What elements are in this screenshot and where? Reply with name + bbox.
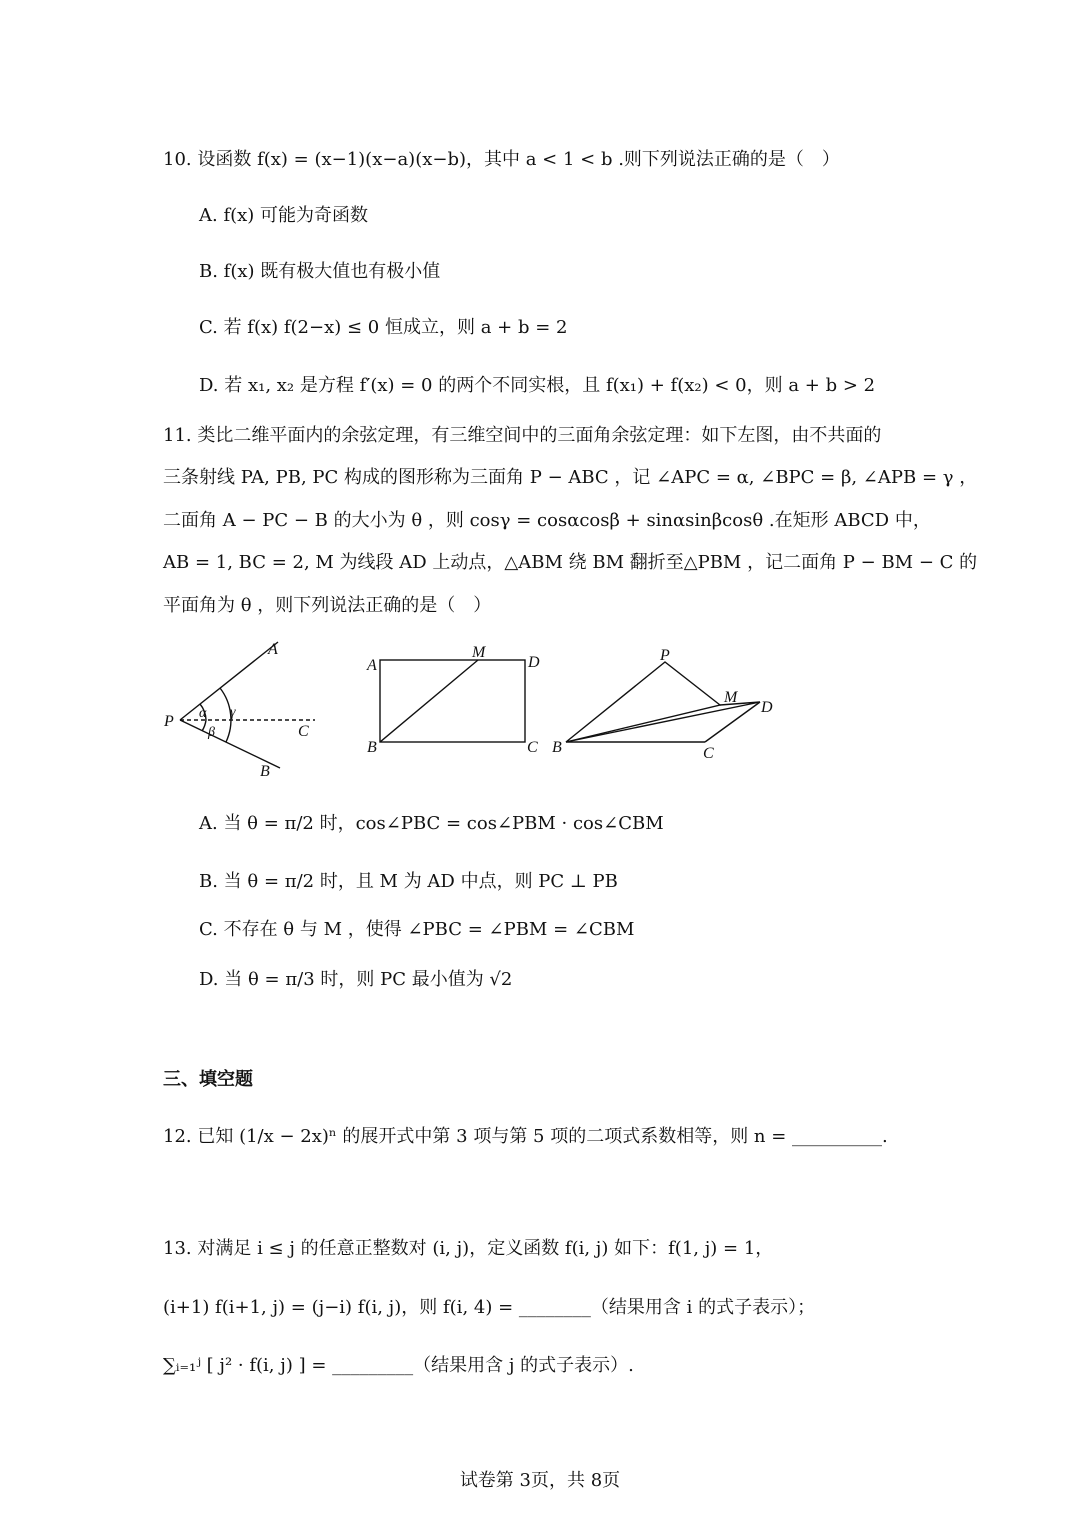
q13-line-2: (i+1) f(i+1, j) = (j−i) f(i, j)，则 f(i, 4) = ________（结果用含 i 的式子表示）； [163, 1297, 816, 1318]
fig2-label-m: M [472, 644, 486, 661]
q11-figures [150, 630, 800, 790]
q13-line-3: ∑ᵢ₌₁ʲ [ j² · f(i, j) ] = _________（结果用含 j 的式子表示）. [163, 1355, 634, 1376]
q11-option-a: A. 当 θ = π/2 时，cos∠PBC = cos∠PBM · cos∠CBM [199, 813, 664, 834]
q11-stem-line-5: 平面角为 θ ，则下列说法正确的是（ ） [163, 595, 492, 616]
page-footer: 试卷第 3页，共 8页 [459, 1470, 621, 1491]
trihedral-angle-figure [180, 642, 315, 768]
q11-stem-line-3: 二面角 A − PC − B 的大小为 θ ，则 cosγ = cosαcosβ + sinαsinβcosθ .在矩形 ABCD 中， [163, 510, 931, 531]
q10-option-a: A. f(x) 可能为奇函数 [199, 205, 369, 226]
fig1-label-alpha: α [199, 706, 207, 721]
q11-stem-line-1: 11. 类比二维平面内的余弦定理，有三维空间中的三面角余弦定理：如下左图，由不共面的 [163, 425, 882, 446]
fig1-label-beta: β [208, 725, 215, 740]
fig1-label-a: A [268, 641, 278, 658]
q11-option-d: D. 当 θ = π/3 时，则 PC 最小值为 √2 [199, 969, 513, 990]
q10-option-c: C. 若 f(x) f(2−x) ≤ 0 恒成立，则 a + b = 2 [199, 317, 568, 338]
fig1-label-p: P [164, 713, 174, 730]
fig1-label-b: B [260, 763, 270, 780]
fig2-label-d: D [528, 654, 540, 671]
rectangle-abcd-figure [380, 660, 525, 742]
rectangle-abcd [380, 660, 525, 742]
arc-beta [202, 720, 206, 731]
fig3-label-m: M [724, 689, 738, 706]
fig1-label-c: C [298, 723, 309, 740]
q10-option-b: B. f(x) 既有极大值也有极小值 [199, 261, 441, 282]
fig3-label-c: C [703, 745, 714, 762]
triangle-pbm [566, 662, 720, 742]
segment-bd [566, 702, 760, 742]
q13-line-1: 13. 对满足 i ≤ j 的任意正整数对 (i, j)，定义函数 f(i, j) 如下：f(1, j) = 1， [163, 1238, 774, 1259]
q10-stem: 10. 设函数 f(x) = (x−1)(x−a)(x−b)，其中 a < 1 < b .则下列说法正确的是（ ） [163, 149, 840, 170]
fig2-label-b: B [367, 739, 377, 756]
segment-bm [380, 660, 478, 742]
fig3-label-d: D [761, 699, 773, 716]
q10-option-d: D. 若 x₁, x₂ 是方程 f′(x) = 0 的两个不同实根，且 f(x₁) + f(x₂) < 0，则 a + b > 2 [199, 375, 876, 396]
q12-text: 12. 已知 (1/x − 2x)ⁿ 的展开式中第 3 项与第 5 项的二项式系数相等，则 n = __________. [163, 1126, 888, 1147]
fig1-label-gamma: γ [230, 705, 236, 720]
section-title: 三、填空题 [163, 1069, 253, 1090]
q11-option-b: B. 当 θ = π/2 时，且 M 为 AD 中点，则 PC ⊥ PB [199, 871, 618, 892]
fig3-label-b: B [552, 739, 562, 756]
fig2-label-c: C [527, 739, 538, 756]
fig3-label-p: P [660, 647, 670, 664]
q11-stem-line-4: AB = 1, BC = 2, M 为线段 AD 上动点，△ABM 绕 BM 翻折至△PBM ，记二面角 P − BM − C 的 [163, 552, 978, 573]
fig2-label-a: A [367, 657, 377, 674]
q11-stem-line-2: 三条射线 PA, PB, PC 构成的图形称为三面角 P − ABC ，记 ∠APC = α, ∠BPC = β, ∠APB = γ ， [163, 467, 978, 488]
q11-option-c: C. 不存在 θ 与 M ，使得 ∠PBC = ∠PBM = ∠CBM [199, 919, 635, 940]
